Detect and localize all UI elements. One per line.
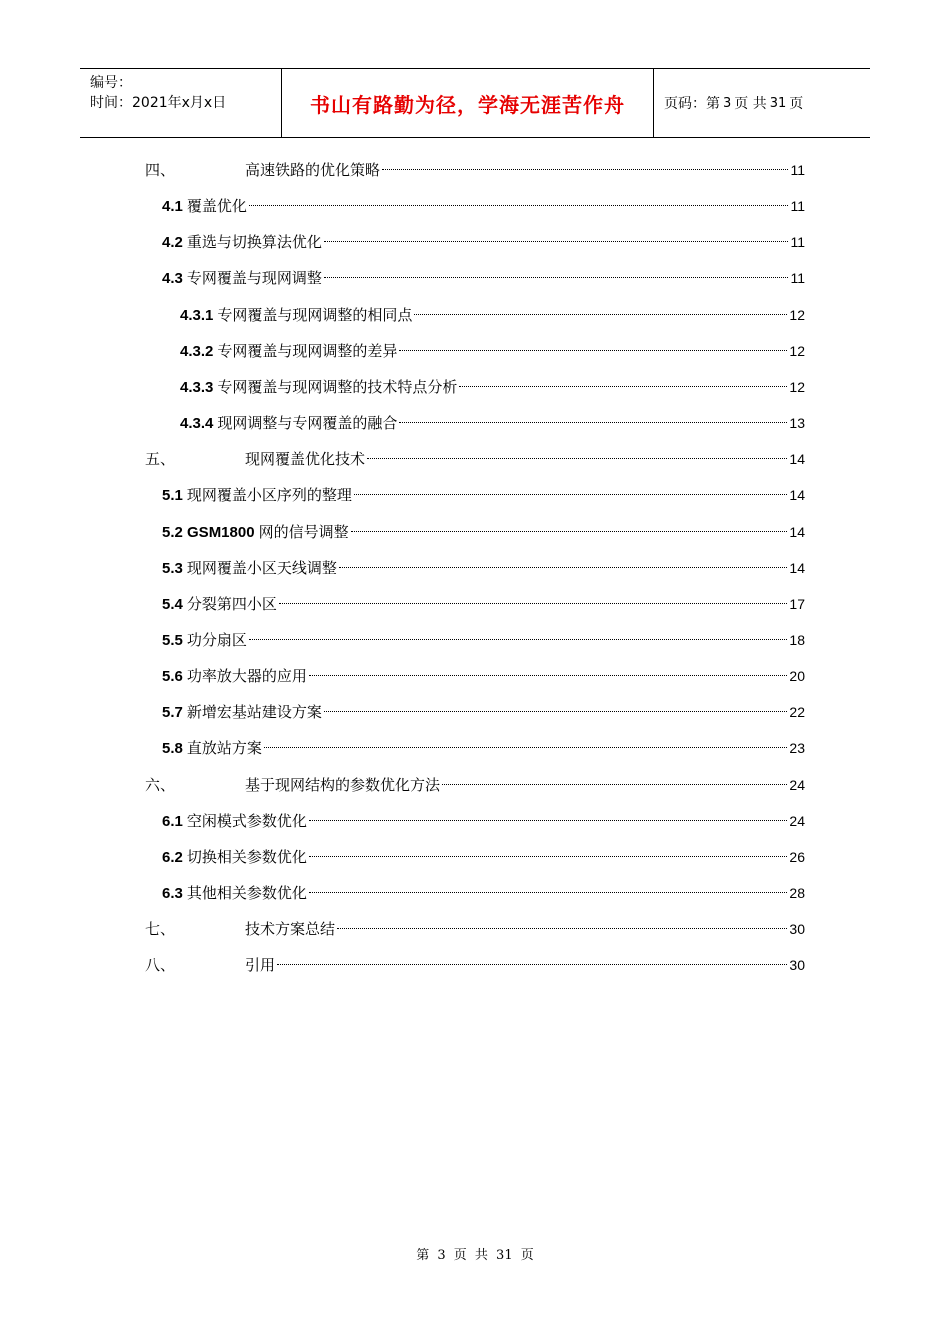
- header-meta: [80, 69, 282, 137]
- toc-entry[interactable]: [162, 809, 805, 833]
- toc-entry-number: 4.3.4: [180, 415, 214, 433]
- toc-entry[interactable]: [162, 628, 805, 652]
- toc-entry-number: 4.1: [162, 198, 183, 216]
- toc-entry-title: 基于现网结构的参数优化方法: [245, 775, 441, 794]
- toc-entry-title: 网的信号调整: [258, 522, 349, 541]
- toc-entry-title: 功率放大器的应用: [186, 667, 307, 686]
- toc-entry-title: 分裂第四小区: [186, 594, 277, 613]
- toc-entry[interactable]: [180, 411, 805, 435]
- toc-dot-leader: [309, 856, 788, 857]
- toc-entry-number: 六、: [145, 775, 176, 794]
- toc-dot-leader: [354, 494, 788, 495]
- toc-entry-number: 四、: [145, 161, 176, 179]
- toc-dot-leader: [309, 820, 788, 821]
- toc-entry-number: 5.1: [162, 487, 183, 505]
- toc-dot-leader: [309, 675, 788, 676]
- toc-entry-number: 4.3.2: [180, 342, 214, 360]
- toc-entry[interactable]: [180, 303, 805, 327]
- page-mid: 页 共: [734, 96, 767, 112]
- toc-dot-leader: [399, 422, 787, 423]
- toc-dot-leader: [249, 639, 788, 640]
- toc-entry[interactable]: [162, 881, 805, 905]
- toc-entry-title: 专网覆盖与现网调整的相同点: [217, 305, 413, 324]
- toc-entry-number: 五、: [145, 450, 176, 469]
- toc-entry-page: 12: [789, 378, 805, 395]
- toc-dot-leader: [339, 567, 788, 568]
- toc-entry-page: 24: [789, 812, 805, 829]
- toc-entry[interactable]: [145, 917, 805, 941]
- toc-entry-title: 重选与切换算法优化: [186, 233, 322, 252]
- toc-entry-number: 5.3: [162, 559, 183, 577]
- page-suffix: 页: [789, 96, 804, 112]
- toc-entry[interactable]: [162, 194, 805, 218]
- page-total: 31: [769, 95, 787, 111]
- toc-entry[interactable]: [162, 845, 805, 869]
- page-number: 3: [723, 95, 732, 111]
- toc-entry-number: 5.8: [162, 740, 183, 758]
- toc-dot-leader: [324, 711, 788, 712]
- toc-entry[interactable]: [162, 700, 805, 724]
- toc-entry[interactable]: [162, 230, 805, 254]
- toc-entry-number: 6.2: [162, 848, 183, 866]
- toc-entry-page: 11: [790, 270, 805, 287]
- toc-entry-number: 5.7: [162, 704, 183, 722]
- toc-dot-leader: [382, 169, 788, 170]
- toc-entry-number: 4.3.1: [180, 306, 214, 324]
- toc-dot-leader: [277, 964, 787, 965]
- toc-entry-number: 5.5: [162, 631, 183, 649]
- toc-entry-number: 5.4: [162, 595, 183, 613]
- toc-entry[interactable]: [162, 266, 805, 290]
- toc-entry-title: 功分扇区: [186, 630, 247, 649]
- toc-entry[interactable]: [145, 773, 805, 797]
- toc-entry-page: 11: [790, 162, 805, 178]
- toc-dot-leader: [337, 928, 787, 929]
- page-header: [80, 68, 870, 138]
- toc-entry-page: 28: [789, 885, 805, 901]
- toc-entry-page: 24: [789, 776, 805, 793]
- toc-dot-leader: [367, 458, 787, 459]
- toc-entry-number: 6.1: [162, 812, 183, 830]
- toc-entry-number: 5.6: [162, 668, 183, 686]
- toc-entry-page: 30: [789, 921, 805, 938]
- toc-dot-leader: [309, 892, 788, 893]
- toc-dot-leader: [351, 531, 788, 532]
- toc-entry-title: 技术方案总结: [245, 920, 336, 939]
- toc-entry-page: 22: [789, 704, 805, 721]
- code-label: 编号：: [90, 75, 132, 91]
- toc-dot-leader: [442, 784, 787, 785]
- toc-entry-title: 专网覆盖与现网调整: [186, 269, 322, 288]
- toc-entry-page: 20: [789, 668, 805, 685]
- toc-entry-page: 11: [790, 198, 805, 215]
- toc-dot-leader: [459, 386, 787, 387]
- toc-entry-page: 12: [789, 342, 805, 359]
- header-motto: 书山有路勤为径，学海无涯苦作舟: [282, 69, 654, 137]
- toc-entry-title: 直放站方案: [186, 739, 262, 758]
- toc-entry-title: 其他相关参数优化: [186, 884, 307, 902]
- toc-entry-page: 12: [789, 306, 805, 323]
- toc-entry-page: 14: [789, 523, 805, 540]
- toc-entry[interactable]: [162, 736, 805, 760]
- toc-entry-title: 覆盖优化: [186, 197, 247, 216]
- toc-entry-title: 现网覆盖小区序列的整理: [186, 486, 352, 505]
- toc-entry-page: 23: [789, 740, 805, 757]
- toc-entry-title: 专网覆盖与现网调整的技术特点分析: [217, 377, 458, 396]
- time-label: 时间：2021年x月x日: [90, 95, 227, 111]
- toc-entry-number: 七、: [145, 920, 176, 939]
- toc-entry-title: 引用: [245, 956, 276, 975]
- toc-dot-leader: [324, 241, 789, 242]
- toc-entry-page: 14: [789, 451, 805, 468]
- toc-entry[interactable]: [162, 664, 805, 688]
- toc-entry[interactable]: [162, 592, 805, 616]
- toc-entry-page: 26: [789, 848, 805, 865]
- toc-entry-title: 现网覆盖优化技术: [245, 450, 366, 469]
- toc-entry-number: 4.2: [162, 234, 183, 252]
- toc-entry-title: 现网覆盖小区天线调整: [186, 558, 337, 577]
- toc-entry-title: 空闲模式参数优化: [186, 811, 307, 830]
- toc-entry-page: 11: [790, 234, 805, 251]
- toc-entry[interactable]: [145, 447, 805, 471]
- toc-dot-leader: [399, 350, 787, 351]
- toc-dot-leader: [414, 314, 787, 315]
- toc-entry-title: 切换相关参数优化: [186, 847, 307, 866]
- toc-entry[interactable]: [180, 375, 805, 399]
- toc-entry[interactable]: [162, 520, 805, 544]
- toc-entry-page: 14: [789, 559, 805, 576]
- toc-entry[interactable]: [145, 953, 805, 977]
- page-footer: 第 3 页 共 31 页: [416, 1248, 534, 1263]
- toc-dot-leader: [324, 277, 789, 278]
- toc-entry[interactable]: [180, 339, 805, 363]
- toc-entry-page: 14: [789, 487, 805, 504]
- page-prefix: 页码：第: [664, 96, 720, 112]
- toc-entry-page: 13: [789, 415, 805, 432]
- toc-dot-leader: [279, 603, 788, 604]
- toc-entry-title: 现网调整与专网覆盖的融合: [217, 414, 398, 433]
- toc-dot-leader: [264, 747, 788, 748]
- toc-entry-number: 6.3: [162, 885, 183, 902]
- toc-entry[interactable]: [162, 483, 805, 507]
- toc-entry-number: 5.2 GSM1800: [162, 523, 255, 541]
- toc-entry-page: 30: [789, 957, 805, 974]
- toc-entry-page: 18: [789, 631, 805, 648]
- toc-entry-title: 新增宏基站建设方案: [186, 703, 322, 722]
- header-page-info: [654, 69, 870, 137]
- toc-dot-leader: [249, 205, 789, 206]
- toc-entry-number: 4.3.3: [180, 378, 214, 396]
- toc-entry-title: 高速铁路的优化策略: [245, 161, 381, 179]
- toc-entry[interactable]: [162, 556, 805, 580]
- toc-entry[interactable]: [145, 158, 805, 182]
- toc-entry-title: 专网覆盖与现网调整的差异: [217, 341, 398, 360]
- toc-entry-number: 4.3: [162, 270, 183, 288]
- toc-entry-number: 八、: [145, 956, 176, 975]
- toc-entry-page: 17: [789, 595, 805, 612]
